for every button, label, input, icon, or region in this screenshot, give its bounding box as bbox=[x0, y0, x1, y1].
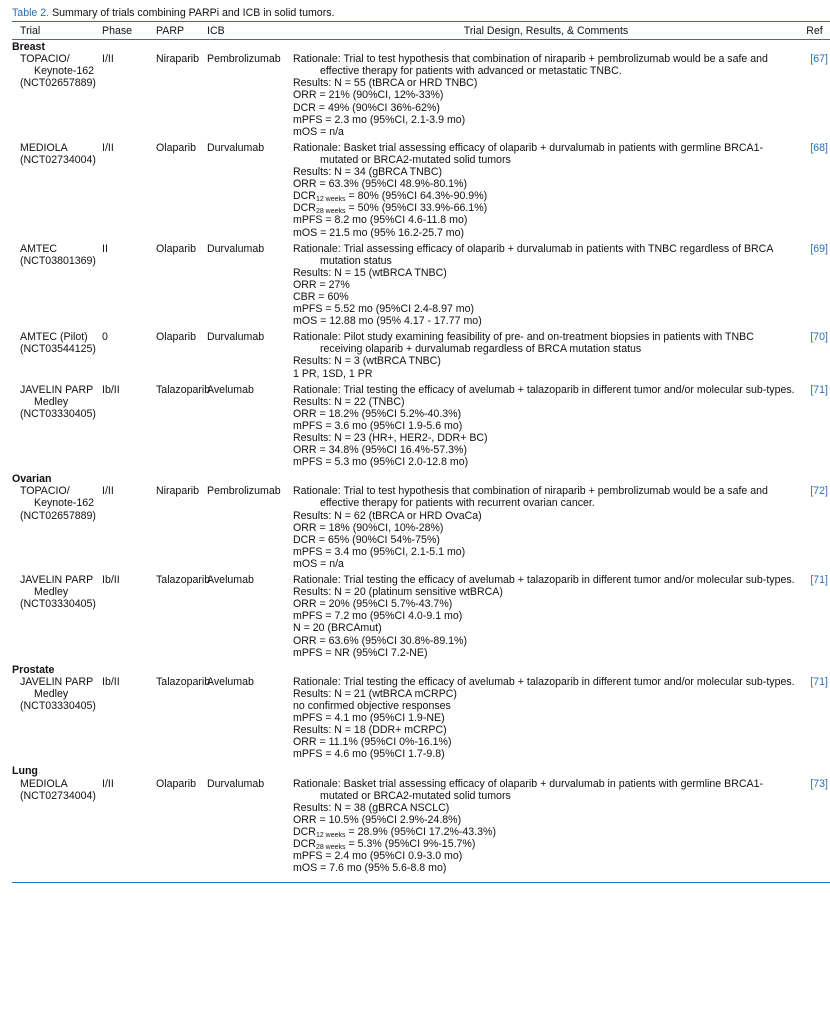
trial-phase: I/II bbox=[102, 485, 114, 498]
table-body bbox=[12, 40, 830, 879]
design-rationale: Rationale: Trial testing the efficacy of avelumab + talazoparib in different tumor and/or molecular sub-types. bbox=[293, 675, 795, 688]
trial-row bbox=[12, 384, 830, 473]
trial-name bbox=[20, 142, 102, 154]
trial-icb: Durvalumab bbox=[207, 777, 265, 790]
trial-name bbox=[20, 384, 102, 408]
design-line: mOS = 21.5 mo (95% 16.2-25.7 mo) bbox=[293, 226, 465, 239]
design-line: Results: N = 55 (tBRCA or HRD TNBC) bbox=[293, 77, 478, 90]
trial-name bbox=[20, 485, 102, 509]
trial-row bbox=[12, 142, 830, 243]
design-line: ORR = 63.6% (95%CI 30.8%-89.1%) bbox=[293, 634, 467, 647]
section-row bbox=[12, 764, 830, 777]
trial-icb: Durvalumab bbox=[207, 331, 265, 344]
section-heading: Lung bbox=[12, 765, 38, 778]
design-line: mPFS = 8.2 mo (95%CI 4.6-11.8 mo) bbox=[293, 214, 468, 227]
design-line: mPFS = 3.6 mo (95%CI 1.9-5.6 mo) bbox=[293, 419, 463, 432]
table-page bbox=[12, 0, 830, 883]
trial-row bbox=[12, 676, 830, 765]
trial-name bbox=[20, 778, 102, 790]
trial-design bbox=[293, 243, 799, 332]
design-line: ORR = 11.1% (95%CI 0%-16.1%) bbox=[293, 736, 452, 749]
design-line: ORR = 21% (90%CI, 12%-33%) bbox=[293, 89, 444, 102]
design-line: ORR = 18% (90%CI, 10%-28%) bbox=[293, 521, 444, 534]
design-line: mOS = 7.6 mo (95% 5.6-8.8 mo) bbox=[293, 862, 447, 875]
trial-id: (NCT02734004) bbox=[20, 153, 96, 166]
trial-name-line: Keynote-162 bbox=[34, 497, 95, 510]
trial-id: (NCT02657889) bbox=[20, 77, 96, 90]
trial-phase: Ib/II bbox=[102, 574, 120, 587]
design-rationale: Rationale: Trial assessing efficacy of olaparib + durvalumab in patients with TNBC regardless of BRCA mutation status bbox=[293, 242, 773, 267]
table-label: Table 2. bbox=[12, 7, 50, 19]
trial-name bbox=[20, 243, 102, 255]
trial-design bbox=[293, 142, 799, 243]
trial-name-line: Medley bbox=[34, 687, 69, 700]
header-design: Trial Design, Results, & Comments bbox=[463, 25, 629, 37]
design-line: mPFS = NR (95%CI 7.2-NE) bbox=[293, 646, 428, 659]
trial-name-line: TOPACIO/ bbox=[20, 53, 70, 66]
trial-name-line: Medley bbox=[34, 395, 69, 408]
section-heading: Breast bbox=[12, 41, 45, 54]
design-line: mPFS = 2.4 mo (95%CI 0.9-3.0 mo) bbox=[293, 850, 463, 863]
trial-ref: [71] bbox=[810, 675, 828, 688]
trial-row bbox=[12, 53, 830, 142]
trial-ref: [71] bbox=[810, 383, 828, 396]
trial-parp: Niraparib bbox=[156, 485, 199, 498]
section-heading: Ovarian bbox=[12, 473, 52, 486]
trial-parp: Talazoparib bbox=[156, 675, 211, 688]
trial-name-line: Keynote-162 bbox=[34, 65, 95, 78]
trial-name-line: Medley bbox=[34, 586, 69, 599]
trial-cell bbox=[12, 574, 102, 663]
design-line: ORR = 10.5% (95%CI 2.9%-24.8%) bbox=[293, 813, 462, 826]
design-rationale: Rationale: Trial to test hypothesis that combination of niraparib + pembrolizumab would be a safe and effective therapy for patients with recurrent ovarian cancer. bbox=[293, 485, 768, 510]
design-rationale: Rationale: Trial to test hypothesis that combination of niraparib + pembrolizumab would be a safe and effective therapy for patients with advanced or metastatic TNBC. bbox=[293, 53, 768, 78]
trial-phase: I/II bbox=[102, 53, 114, 66]
design-line: 1 PR, 1SD, 1 PR bbox=[293, 367, 373, 380]
trial-parp: Olaparib bbox=[156, 242, 197, 255]
trial-icb: Avelumab bbox=[207, 383, 254, 396]
trial-ref: [73] bbox=[810, 777, 828, 790]
design-line: Results: N = 3 (wtBRCA TNBC) bbox=[293, 355, 441, 368]
design-line: $DCR_{28 weeks} = 50\%$ (95%CI 33.9%-66.1%) bbox=[293, 202, 488, 216]
trial-design bbox=[293, 53, 799, 142]
design-rationale: Rationale: Basket trial assessing efficacy of olaparib + durvalumab in patients with germline BRCA1-mutated or BRCA2-mutated solid tumors bbox=[293, 141, 763, 166]
trial-parp: Olaparib bbox=[156, 777, 197, 790]
design-line: ORR = 63.3% (95%CI 48.9%-80.1%) bbox=[293, 178, 467, 191]
trial-parp: Olaparib bbox=[156, 141, 197, 154]
trial-cell bbox=[12, 384, 102, 473]
design-line: mOS = n/a bbox=[293, 125, 344, 138]
trial-name bbox=[20, 574, 102, 598]
table-caption bbox=[12, 6, 830, 21]
header-ref: Ref bbox=[806, 25, 823, 37]
trial-ref: [67] bbox=[810, 53, 828, 66]
trial-ref: [72] bbox=[810, 485, 828, 498]
design-line: mOS = n/a bbox=[293, 557, 344, 570]
design-line: mPFS = 4.1 mo (95%CI 1.9-NE) bbox=[293, 712, 445, 725]
design-line: CBR = 60% bbox=[293, 290, 349, 303]
design-line: mPFS = 5.3 mo (95%CI 2.0-12.8 mo) bbox=[293, 456, 469, 469]
trial-id: (NCT03330405) bbox=[20, 699, 96, 712]
design-line: no confirmed objective responses bbox=[293, 699, 451, 712]
trial-name bbox=[20, 676, 102, 700]
header-parp: PARP bbox=[156, 25, 185, 37]
design-line: DCR = 65% (90%CI 54%-75%) bbox=[293, 533, 440, 546]
design-line: mPFS = 3.4 mo (95%CI, 2.1-5.1 mo) bbox=[293, 545, 466, 558]
section-heading: Prostate bbox=[12, 663, 55, 676]
trial-icb: Avelumab bbox=[207, 675, 254, 688]
trial-cell bbox=[12, 142, 102, 243]
design-line: mPFS = 4.6 mo (95%CI 1.7-9.8) bbox=[293, 748, 445, 761]
design-line: Results: N = 38 (gBRCA NSCLC) bbox=[293, 801, 450, 814]
design-line: mPFS = 2.3 mo (95%CI, 2.1-3.9 mo) bbox=[293, 113, 466, 126]
trial-icb: Durvalumab bbox=[207, 141, 265, 154]
header-phase: Phase bbox=[102, 25, 133, 37]
trial-ref: [69] bbox=[810, 242, 828, 255]
trial-cell bbox=[12, 53, 102, 142]
trial-phase: Ib/II bbox=[102, 675, 120, 688]
trial-parp: Niraparib bbox=[156, 53, 199, 66]
trial-cell bbox=[12, 676, 102, 765]
trial-icb: Pembrolizumab bbox=[207, 485, 281, 498]
design-line: Results: N = 21 (wtBRCA mCRPC) bbox=[293, 687, 457, 700]
design-line: DCR = 49% (90%CI 36%-62%) bbox=[293, 101, 440, 114]
design-line: Results: N = 62 (tBRCA or HRD OvaCa) bbox=[293, 509, 482, 522]
trial-id: (NCT02657889) bbox=[20, 509, 96, 522]
trial-cell bbox=[12, 331, 102, 383]
trial-icb: Durvalumab bbox=[207, 242, 265, 255]
trial-phase: 0 bbox=[102, 331, 108, 344]
trial-name-line: MEDIOLA bbox=[20, 777, 68, 790]
trial-name bbox=[20, 331, 102, 343]
trial-design bbox=[293, 485, 799, 574]
trial-parp: Talazoparib bbox=[156, 574, 211, 587]
design-line: Results: N = 34 (gBRCA TNBC) bbox=[293, 166, 443, 179]
design-line: mPFS = 5.52 mo (95%CI 2.4-8.97 mo) bbox=[293, 303, 475, 316]
header-icb: ICB bbox=[207, 25, 225, 37]
design-line: N = 20 (BRCAmut) bbox=[293, 622, 382, 635]
trial-name-line: AMTEC bbox=[20, 242, 58, 255]
trial-row bbox=[12, 485, 830, 574]
trial-row bbox=[12, 778, 830, 879]
trial-parp: Olaparib bbox=[156, 331, 197, 344]
trial-design bbox=[293, 676, 799, 765]
design-line: mPFS = 7.2 mo (95%CI 4.0-9.1 mo) bbox=[293, 610, 463, 623]
trial-name-line: JAVELIN PARP bbox=[20, 574, 94, 587]
trial-parp: Talazoparib bbox=[156, 383, 211, 396]
design-line: mOS = 12.88 mo (95% 4.17 - 17.77 mo) bbox=[293, 315, 482, 328]
trial-ref: [70] bbox=[810, 331, 828, 344]
trial-design bbox=[293, 574, 799, 663]
design-line: $DCR_{12 weeks} = 80\%$ (95%CI 64.3%-90.9%) bbox=[293, 190, 488, 204]
trial-phase: I/II bbox=[102, 777, 114, 790]
design-rationale: Rationale: Basket trial assessing efficacy of olaparib + durvalumab in patients with germline BRCA1-mutated or BRCA2-mutated solid tumors bbox=[293, 777, 763, 802]
trial-design bbox=[293, 778, 799, 879]
design-line: $DCR_{28 weeks} = 5.3\%$ (95%CI 9%-15.7%) bbox=[293, 838, 476, 851]
bottom-rule bbox=[12, 882, 830, 883]
trial-id: (NCT03801369) bbox=[20, 254, 96, 267]
design-rationale: Rationale: Trial testing the efficacy of avelumab + talazoparib in different tumor and/or molecular sub-types. bbox=[293, 574, 795, 587]
trials-table bbox=[12, 22, 830, 878]
trial-ref: [71] bbox=[810, 574, 828, 587]
trial-cell bbox=[12, 243, 102, 332]
section-row bbox=[12, 40, 830, 54]
table-title: Summary of trials combining PARPi and ICB in solid tumors. bbox=[52, 7, 335, 19]
section-row bbox=[12, 472, 830, 485]
trial-icb: Avelumab bbox=[207, 574, 254, 587]
design-line: Results: N = 23 (HR+, HER2-, DDR+ BC) bbox=[293, 432, 488, 444]
trial-row bbox=[12, 574, 830, 663]
design-line: Results: N = 15 (wtBRCA TNBC) bbox=[293, 266, 447, 279]
trial-design bbox=[293, 384, 799, 473]
trial-name bbox=[20, 53, 102, 77]
trial-row bbox=[12, 331, 830, 383]
trial-phase: I/II bbox=[102, 141, 114, 154]
design-line: Results: N = 18 (DDR+ mCRPC) bbox=[293, 724, 447, 737]
header-row bbox=[12, 22, 830, 40]
trial-name-line: JAVELIN PARP bbox=[20, 383, 94, 396]
trial-phase: Ib/II bbox=[102, 383, 120, 396]
trial-cell bbox=[12, 485, 102, 574]
trial-ref: [68] bbox=[810, 141, 828, 154]
trial-name-line: MEDIOLA bbox=[20, 141, 68, 154]
design-line: $DCR_{12 weeks} = 28.9\%$ (95%CI 17.2%-43.3%) bbox=[293, 825, 496, 839]
trial-id: (NCT03330405) bbox=[20, 598, 96, 611]
design-line: ORR = 34.8% (95%CI 16.4%-57.3%) bbox=[293, 444, 467, 457]
design-rationale: Rationale: Trial testing the efficacy of avelumab + talazoparib in different tumor and/or molecular sub-types. bbox=[293, 383, 795, 396]
trial-id: (NCT03330405) bbox=[20, 407, 96, 420]
trial-name-line: JAVELIN PARP bbox=[20, 675, 94, 688]
trial-id: (NCT02734004) bbox=[20, 789, 96, 802]
design-line: Results: N = 20 (platinum sensitive wtBRCA) bbox=[293, 586, 503, 599]
trial-name-line: TOPACIO/ bbox=[20, 485, 70, 498]
design-line: Results: N = 22 (TNBC) bbox=[293, 395, 405, 408]
trial-row bbox=[12, 243, 830, 332]
section-row bbox=[12, 663, 830, 676]
trial-name-line: AMTEC (Pilot) bbox=[20, 331, 88, 344]
design-line: ORR = 20% (95%CI 5.7%-43.7%) bbox=[293, 598, 453, 611]
trial-cell bbox=[12, 778, 102, 879]
header-trial: Trial bbox=[20, 25, 41, 37]
trial-icb: Pembrolizumab bbox=[207, 53, 281, 66]
trial-phase: II bbox=[102, 242, 108, 255]
trial-design bbox=[293, 331, 799, 383]
design-line: ORR = 27% bbox=[293, 278, 350, 291]
trial-id: (NCT03544125) bbox=[20, 343, 96, 356]
design-line: ORR = 18.2% (95%CI 5.2%-40.3%) bbox=[293, 407, 462, 420]
design-rationale: Rationale: Pilot study examining feasibility of pre- and on-treatment biopsies in patients with TNBC receiving olaparib + durvalumab regardless of BRCA mutation status bbox=[293, 331, 754, 356]
